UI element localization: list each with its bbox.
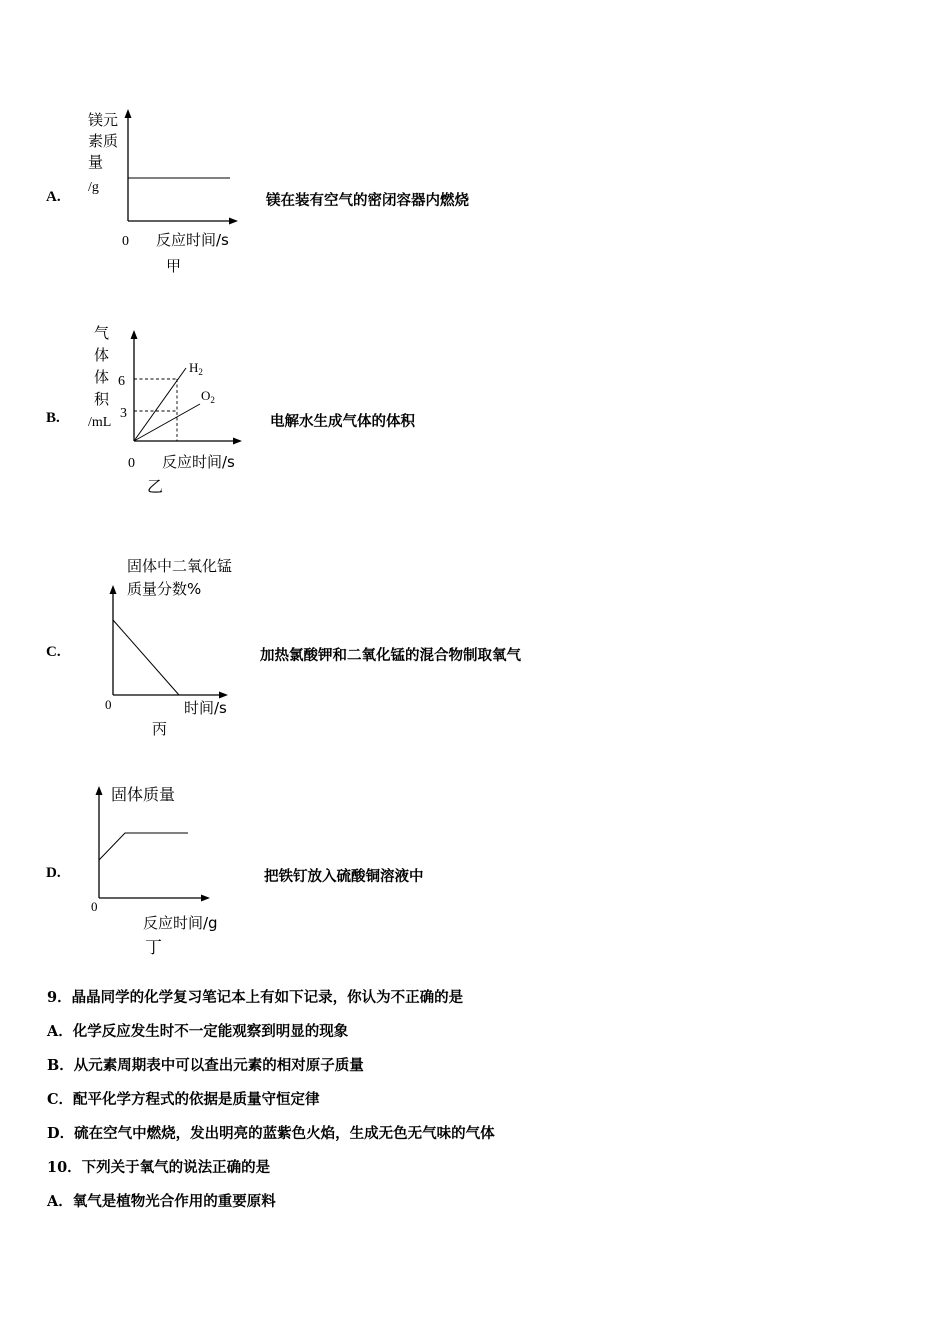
graph-b-xlabel: 反应时间/s bbox=[162, 453, 235, 471]
graph-b-tick-3: 3 bbox=[120, 406, 127, 421]
graph-b-ylabel-2: 体 bbox=[94, 346, 110, 364]
graph-a-xlabel: 反应时间/s bbox=[156, 231, 229, 249]
graph-a-ylabel-1: 镁元 bbox=[88, 111, 119, 129]
graph-b-origin: 0 bbox=[128, 456, 135, 471]
q9-option-c: C．配平化学方程式的依据是质量守恒定律 bbox=[47, 1091, 320, 1108]
graph-c-xlabel: 时间/s bbox=[184, 699, 227, 717]
graph-d-curve bbox=[99, 833, 188, 860]
graph-b-h2-label: $H_2$ bbox=[189, 360, 203, 377]
option-b-caption: 电解水生成气体的体积 bbox=[270, 413, 415, 430]
option-b-letter: B. bbox=[46, 410, 60, 426]
q9-stem: 9．晶晶同学的化学复习笔记本上有如下记录，你认为不正确的是 bbox=[47, 989, 464, 1006]
q9-option-d: D．硫在空气中燃烧，发出明亮的蓝紫色火焰，生成无色无气味的气体 bbox=[47, 1125, 495, 1142]
graph-d-ylabel: 固体质量 bbox=[111, 785, 176, 804]
graph-d bbox=[80, 780, 260, 965]
graph-b-name: 乙 bbox=[147, 477, 164, 496]
graph-a-x-arrow bbox=[229, 218, 238, 225]
option-c-letter: C. bbox=[46, 644, 61, 660]
graph-a-ylabel-4: /g bbox=[88, 180, 99, 195]
graph-b-ylabel-3: 体 bbox=[94, 368, 110, 386]
graph-d-y-arrow bbox=[96, 786, 103, 795]
graph-b-o2-label: $O_2$ bbox=[201, 388, 215, 405]
graph-b-x-arrow bbox=[233, 438, 242, 445]
graph-b-y-arrow bbox=[131, 330, 138, 339]
graph-c-origin: 0 bbox=[105, 697, 112, 712]
graph-a-name: 甲 bbox=[166, 257, 182, 275]
graph-b-tick-6: 6 bbox=[118, 374, 125, 389]
graph-b-o2-line bbox=[134, 404, 200, 441]
graph-a-y-arrow bbox=[125, 109, 132, 118]
option-a-letter: A. bbox=[46, 189, 61, 205]
graph-a-origin: 0 bbox=[122, 234, 129, 249]
graph-d-name: 丁 bbox=[145, 938, 162, 958]
graph-d-origin: 0 bbox=[91, 899, 98, 914]
graph-b-ylabel-1: 气 bbox=[94, 324, 110, 342]
graph-c bbox=[90, 550, 270, 740]
graph-c-x-arrow bbox=[219, 692, 228, 699]
option-d-caption: 把铁钉放入硫酸铜溶液中 bbox=[264, 868, 424, 885]
graph-c-y-arrow bbox=[110, 585, 117, 594]
q10-stem: 10．下列关于氧气的说法正确的是 bbox=[47, 1159, 271, 1176]
graph-c-curve bbox=[113, 620, 179, 695]
graph-a-ylabel-3: 量 bbox=[88, 153, 104, 171]
graph-b bbox=[80, 320, 260, 500]
graph-d-x-arrow bbox=[201, 895, 210, 902]
graph-a-ylabel-2: 素质 bbox=[88, 132, 119, 150]
graph-c-ylabel-1: 固体中二氧化锰 bbox=[127, 557, 233, 575]
option-c-caption: 加热氯酸钾和二氧化锰的混合物制取氧气 bbox=[260, 647, 521, 664]
q9-option-b: B．从元素周期表中可以查出元素的相对原子质量 bbox=[47, 1057, 364, 1074]
graph-c-name: 丙 bbox=[152, 720, 168, 738]
q10-option-a: A．氧气是植物光合作用的重要原料 bbox=[47, 1193, 276, 1210]
graph-b-ylabel-5: /mL bbox=[88, 415, 112, 430]
graph-c-ylabel-2: 质量分数% bbox=[127, 580, 202, 598]
graph-a bbox=[80, 105, 260, 285]
option-d-letter: D. bbox=[46, 865, 61, 881]
graph-b-ylabel-4: 积 bbox=[94, 390, 110, 408]
q9-option-a: A．化学反应发生时不一定能观察到明显的现象 bbox=[47, 1023, 349, 1040]
option-a-caption: 镁在装有空气的密闭容器内燃烧 bbox=[266, 192, 469, 209]
graph-d-xlabel: 反应时间/g bbox=[143, 914, 218, 932]
